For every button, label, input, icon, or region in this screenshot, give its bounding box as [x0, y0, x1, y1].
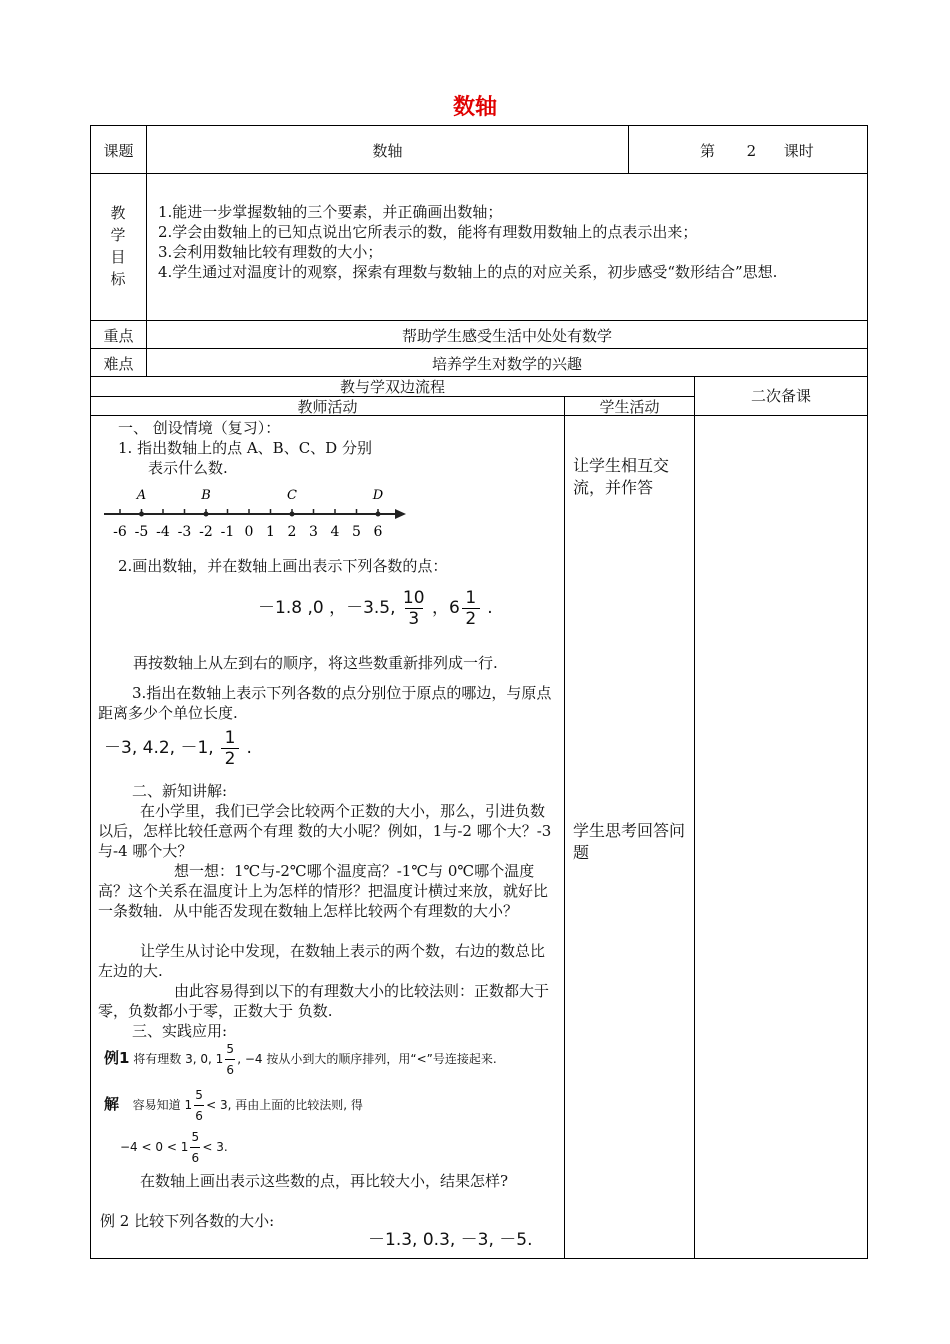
lesson-prefix: 第: [700, 142, 716, 160]
number-line-arrow: [395, 509, 406, 519]
fraction-denominator: 2: [224, 748, 236, 769]
q2-fraction: [462, 588, 480, 629]
q2-numbers-part: －1.8 ,0 ，－3.5,: [258, 598, 396, 618]
secondary-prep-header: 二次备课: [750, 387, 811, 405]
fraction-numerator: 10: [402, 587, 425, 608]
q3-numbers-part: －3, 4.2, －1,: [104, 738, 214, 758]
flow-header: 教与学双边流程: [339, 378, 445, 396]
q2-fraction: [403, 588, 425, 629]
key-point-value: 帮助学生感受生活中处处有数学: [401, 327, 612, 345]
number-line-tick-label: -2: [199, 524, 213, 540]
difficulty-label: 难点: [103, 355, 134, 373]
number-line-point-label: B: [201, 488, 211, 503]
objective-item: 1.能进一步掌握数轴的三个要素，并正确画出数轴；: [158, 203, 503, 221]
solution1-result: [120, 1127, 228, 1167]
number-line-point-label: A: [136, 488, 147, 503]
number-line-point-label: D: [372, 488, 384, 503]
question2: 2.画出数轴，并在数轴上画出表示下列各数的点：: [118, 557, 448, 575]
fraction-denominator: 3: [408, 608, 420, 629]
number-line-point: [204, 512, 209, 517]
result-text-b: < 3.: [202, 1140, 228, 1154]
number-line-tick-label: -6: [113, 524, 127, 540]
example2: 例 2 比较下列各数的大小:: [100, 1212, 275, 1230]
number-line-tick-label: -3: [177, 524, 192, 540]
section2-heading: 二、新知讲解:: [132, 782, 228, 800]
fraction-denominator: 2: [465, 608, 477, 629]
example1-label: 例1: [104, 1049, 130, 1067]
objective-item: 4.学生通过对温度计的观察，探索有理数与数轴上的点的对应关系，初步感受“数形结合”思想.: [158, 263, 778, 281]
question2-numbers: [258, 586, 493, 630]
number-line-point: [139, 512, 144, 517]
example1-text-b: , −4 按从小到大的顺序排列，用“<”号连接起来.: [237, 1052, 497, 1066]
difficulty-value: 培养学生对数学的兴趣: [431, 355, 582, 373]
fraction-denominator: 6: [195, 1109, 203, 1123]
fraction-numerator: 5: [191, 1130, 200, 1144]
document-title: 数轴: [452, 95, 497, 120]
student-column-header: 学生活动: [599, 398, 660, 416]
number-line-tick-label: 3: [309, 524, 318, 540]
example1-fraction: [225, 1039, 235, 1080]
solution-text-a: 容易知道 1: [132, 1098, 193, 1112]
fraction-numerator: 5: [226, 1042, 235, 1056]
objectives-label: [108, 202, 128, 290]
section3-heading: 三、实践应用:: [132, 1022, 228, 1040]
q2-end: .: [487, 598, 493, 618]
student-activity-2: 学生思考回答问题: [573, 821, 686, 862]
result-fraction: [190, 1127, 200, 1168]
q3-end: .: [246, 738, 252, 758]
result-text-a: −4 < 0 < 1: [120, 1140, 189, 1154]
teacher-column-header: 教师活动: [297, 398, 358, 416]
student-activity-1: 让学生相互交流，并作答: [573, 456, 670, 497]
number-line-point-label: C: [287, 488, 297, 503]
objectives-label-char: 目: [110, 248, 126, 266]
objective-item: 3.会利用数轴比较有理数的大小；: [158, 243, 383, 261]
fraction-numerator: 1: [465, 587, 477, 608]
topic-label: 课题: [103, 142, 134, 160]
solution-label: 解: [104, 1095, 120, 1113]
objectives-label-char: 标: [110, 270, 126, 288]
example2-numbers: －1.3, 0.3, －3, －5.: [368, 1230, 533, 1250]
objective-item: 2.学会由数轴上的已知点说出它所表示的数，能将有理数用数轴上的点表示出来；: [158, 223, 698, 241]
fraction-denominator: 6: [226, 1063, 235, 1077]
key-point-label: 重点: [103, 327, 134, 345]
paragraph-discovery: 让学生从讨论中发现，在数轴上表示的两个数，右边的数总比左边的大.: [98, 942, 546, 980]
example1-text-a: 将有理数 3, 0, 1: [133, 1052, 224, 1066]
solution-text-b: < 3, 再由上面的比较法则, 得: [206, 1098, 363, 1112]
q3-fraction: [221, 728, 239, 769]
topic-value: 数轴: [372, 142, 403, 160]
lesson-suffix: 课时: [783, 142, 814, 160]
fraction-numerator: 5: [195, 1088, 203, 1102]
fraction-denominator: 6: [191, 1151, 200, 1165]
lesson-number: 2: [746, 142, 757, 160]
paragraph-rule: 由此容易得到以下的有理数大小的比较法则：正数都大于零，负数都小于零，正数大于 负数.: [98, 982, 550, 1020]
number-line-tick-label: 0: [244, 524, 254, 540]
paragraph-plot: 在数轴上画出表示这些数的点，再比较大小，结果怎样?: [140, 1172, 509, 1190]
number-line-tick-label: -4: [156, 524, 170, 540]
paragraph-compare: 在小学里，我们已学会比较两个正数的大小，那么，引进负数以后，怎样比较任意两个有理 数的大小呢？例如，1与-2 哪个大？-3 与-4 哪个大？: [98, 802, 552, 860]
number-line-point: [376, 512, 381, 517]
number-line-point: [290, 512, 295, 517]
number-line-tick-label: 5: [352, 524, 361, 540]
question3-numbers: [104, 726, 252, 770]
number-line-tick-label: 2: [287, 524, 297, 540]
number-line-tick-label: 1: [266, 524, 275, 540]
solution-fraction: [194, 1085, 204, 1126]
question1-line1: 1. 指出数轴上的点 A、B、C、D 分别: [118, 439, 372, 457]
section1-heading: 一、 创设情境（复习）：: [118, 419, 281, 437]
number-line-tick-label: 6: [373, 524, 383, 540]
q2-separator: ，6: [431, 598, 460, 618]
solution1: [104, 1084, 363, 1124]
number-line-figure: [100, 480, 410, 548]
number-line-tick-label: -1: [220, 524, 235, 540]
example1: [104, 1038, 497, 1078]
number-line-tick-label: -5: [134, 524, 149, 540]
number-line-tick-label: 4: [330, 524, 340, 540]
question3: 3.指出在数轴上表示下列各数的点分别位于原点的哪边，与原点距离多少个单位长度.: [98, 684, 552, 722]
objectives-label-char: 学: [110, 226, 126, 244]
question2-followup: 再按数轴上从左到右的顺序，将这些数重新排列成一行.: [133, 654, 498, 672]
paragraph-thermometer: 想一想：1℃与-2℃哪个温度高？-1℃与 0℃哪个温度高？这个关系在温度计上为怎样的情形？把温度计横过来放，就好比一条数轴．从中能否发现在数轴上怎样比较两个有理数的大小？: [98, 862, 549, 920]
objectives-label-char: 教: [110, 204, 126, 222]
question1-line2: 表示什么数.: [148, 459, 228, 477]
fraction-numerator: 1: [224, 727, 236, 748]
lesson-info: [700, 141, 814, 161]
